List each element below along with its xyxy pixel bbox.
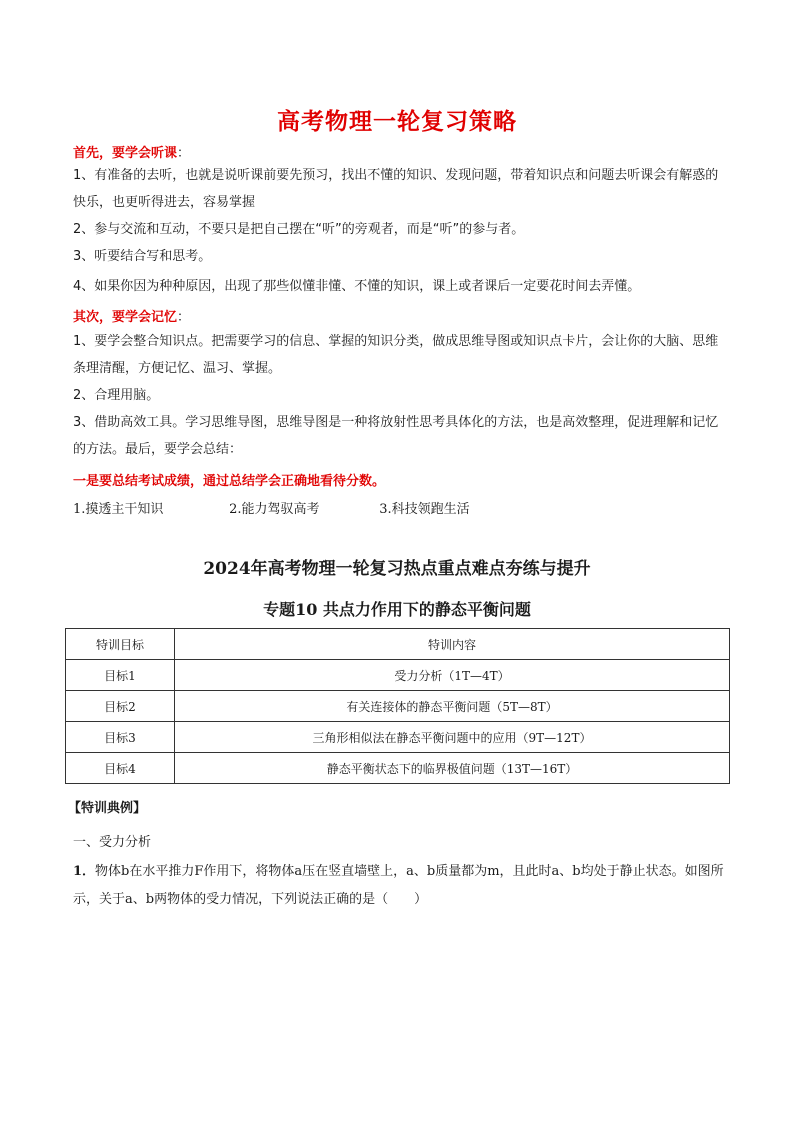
listen-item-3: 3、听要结合写和思考。 — [73, 249, 212, 264]
listen-heading — [73, 142, 190, 161]
pillar-2: 2.能力驾驭高考 — [229, 502, 320, 517]
training-plan-table — [65, 628, 730, 784]
memory-heading-colon: ： — [177, 310, 191, 325]
table-cell-goal: 目标4 — [66, 753, 175, 784]
table-header-cell: 特训目标 — [66, 629, 175, 660]
listen-item-1: 1、有准备的去听，也就是说听课前要先预习，找出不懂的知识、发现问题，带着知识点和问题去听课会有解惑的快乐，也更听得进去，容易掌握 — [73, 168, 719, 210]
listen-item-2: 2、参与交流和互动，不要只是把自己摆在“听”的旁观者，而是“听”的参与者。 — [73, 222, 525, 237]
table-row — [66, 753, 730, 784]
memory-item-3: 3、借助高效工具。学习思维导图，思维导图是一种将放射性思考具体化的方法，也是高效整理，促进理解和记忆的方法。最后，要学会总结： — [73, 415, 719, 457]
table-header-cell: 特训内容 — [175, 629, 730, 660]
listen-item-4: 4、如果你因为种种原因，出现了那些似懂非懂、不懂的知识，课上或者课后一定要花时间去弄懂。 — [73, 279, 641, 294]
table-row — [66, 722, 730, 753]
examples-heading: 【特训典例】 — [68, 801, 147, 816]
table-row — [66, 660, 730, 691]
question-number: 1． — [73, 864, 96, 879]
topic-title: 专题10 共点力作用下的静态平衡问题 — [263, 600, 531, 619]
listen-heading-text: 首先，要学会听课 — [73, 146, 178, 161]
memory-heading-text: 其次，要学会记忆 — [73, 310, 178, 325]
pillar-3: 3.科技领跑生活 — [379, 502, 470, 517]
table-cell-content: 静态平衡状态下的临界极值问题（13T—16T） — [175, 753, 730, 784]
table-cell-content: 受力分析（1T—4T） — [175, 660, 730, 691]
memory-item-1: 1、要学会整合知识点。把需要学习的信息、掌握的知识分类，做成思维导图或知识点卡片，会让你的大脑、思维条理清醒，方便记忆、温习、掌握。 — [73, 334, 719, 376]
table-row — [66, 691, 730, 722]
question-text: 物体b在水平推力F作用下，将物体a压在竖直墙壁上，a、b质量都为m，且此时a、b均处于静止状态。如图所示，关于a、b两物体的受力情况，下列说法正确的是（ ） — [73, 864, 724, 907]
memory-heading — [73, 306, 190, 325]
memory-item-2: 2、合理用脑。 — [73, 388, 160, 403]
table-header-row — [66, 629, 730, 660]
question-1 — [73, 858, 733, 914]
table-cell-goal: 目标1 — [66, 660, 175, 691]
summary-line: 一是要总结考试成绩，通过总结学会正确地看待分数。 — [73, 474, 386, 489]
listen-heading-colon: ： — [177, 146, 191, 161]
pillars-row — [73, 498, 470, 517]
pillar-1: 1.摸透主干知识 — [73, 502, 164, 517]
table-cell-goal: 目标3 — [66, 722, 175, 753]
section-one-heading: 一、受力分析 — [73, 835, 152, 850]
table-cell-content: 有关连接体的静态平衡问题（5T—8T） — [175, 691, 730, 722]
table-cell-content: 三角形相似法在静态平衡问题中的应用（9T—12T） — [175, 722, 730, 753]
page-title: 高考物理一轮复习策略 — [277, 109, 517, 135]
book-title: 2024年高考物理一轮复习热点重点难点夯练与提升 — [203, 559, 591, 579]
table-cell-goal: 目标2 — [66, 691, 175, 722]
